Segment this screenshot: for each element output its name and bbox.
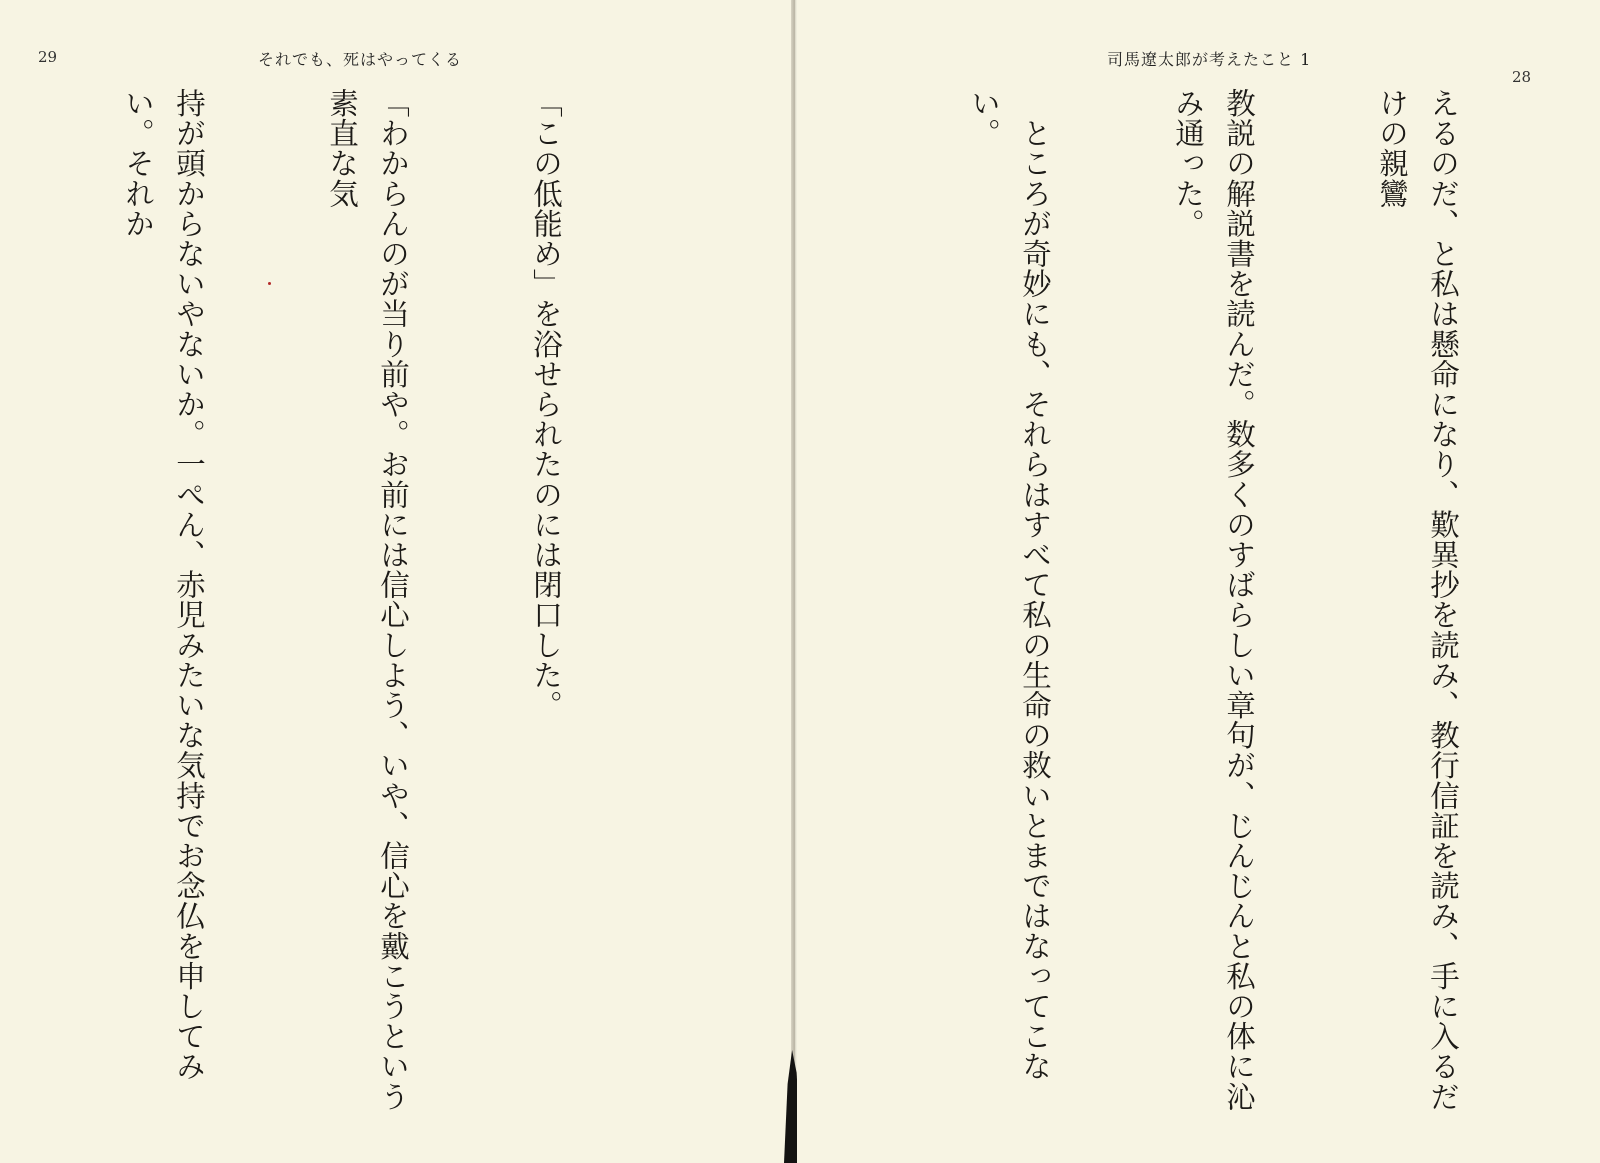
left-running-head: それでも、死はやってくる <box>258 50 463 69</box>
left-page <box>0 0 793 1163</box>
text-line: ところが奇妙にも、それらはすべて私の生命の救いとまではなってこない。 <box>967 88 1052 1082</box>
right-body-text <box>880 88 1570 1118</box>
left-page-number: 29 <box>38 48 58 66</box>
text-line: えるのだ、と私は懸命になり、歎異抄を読み、教行信証を読み、手に入るだけの親鸞 <box>1375 88 1460 1112</box>
text-line: 持が頭からないやないか。一ぺん、赤児みたいな気持でお念仏を申してみい。それか <box>121 88 206 1082</box>
text-line: 教説の解説書を読んだ。数多くのすばらしい章句が、じんじんと私の体に沁み通った。 <box>1171 88 1256 1112</box>
right-page <box>797 0 1600 1163</box>
ink-speck <box>268 282 271 285</box>
text-line: 「この低能め」を浴せられたのには閉口した。 <box>529 88 563 721</box>
left-body-text <box>33 88 673 1118</box>
right-running-head: 司馬遼太郎が考えたこと 1 <box>1107 50 1312 69</box>
right-page-number: 28 <box>1512 68 1532 86</box>
text-line: 「わからんのが当り前や。お前には信心しよう、いや、信心を戴こうという素直な気 <box>325 88 410 1112</box>
